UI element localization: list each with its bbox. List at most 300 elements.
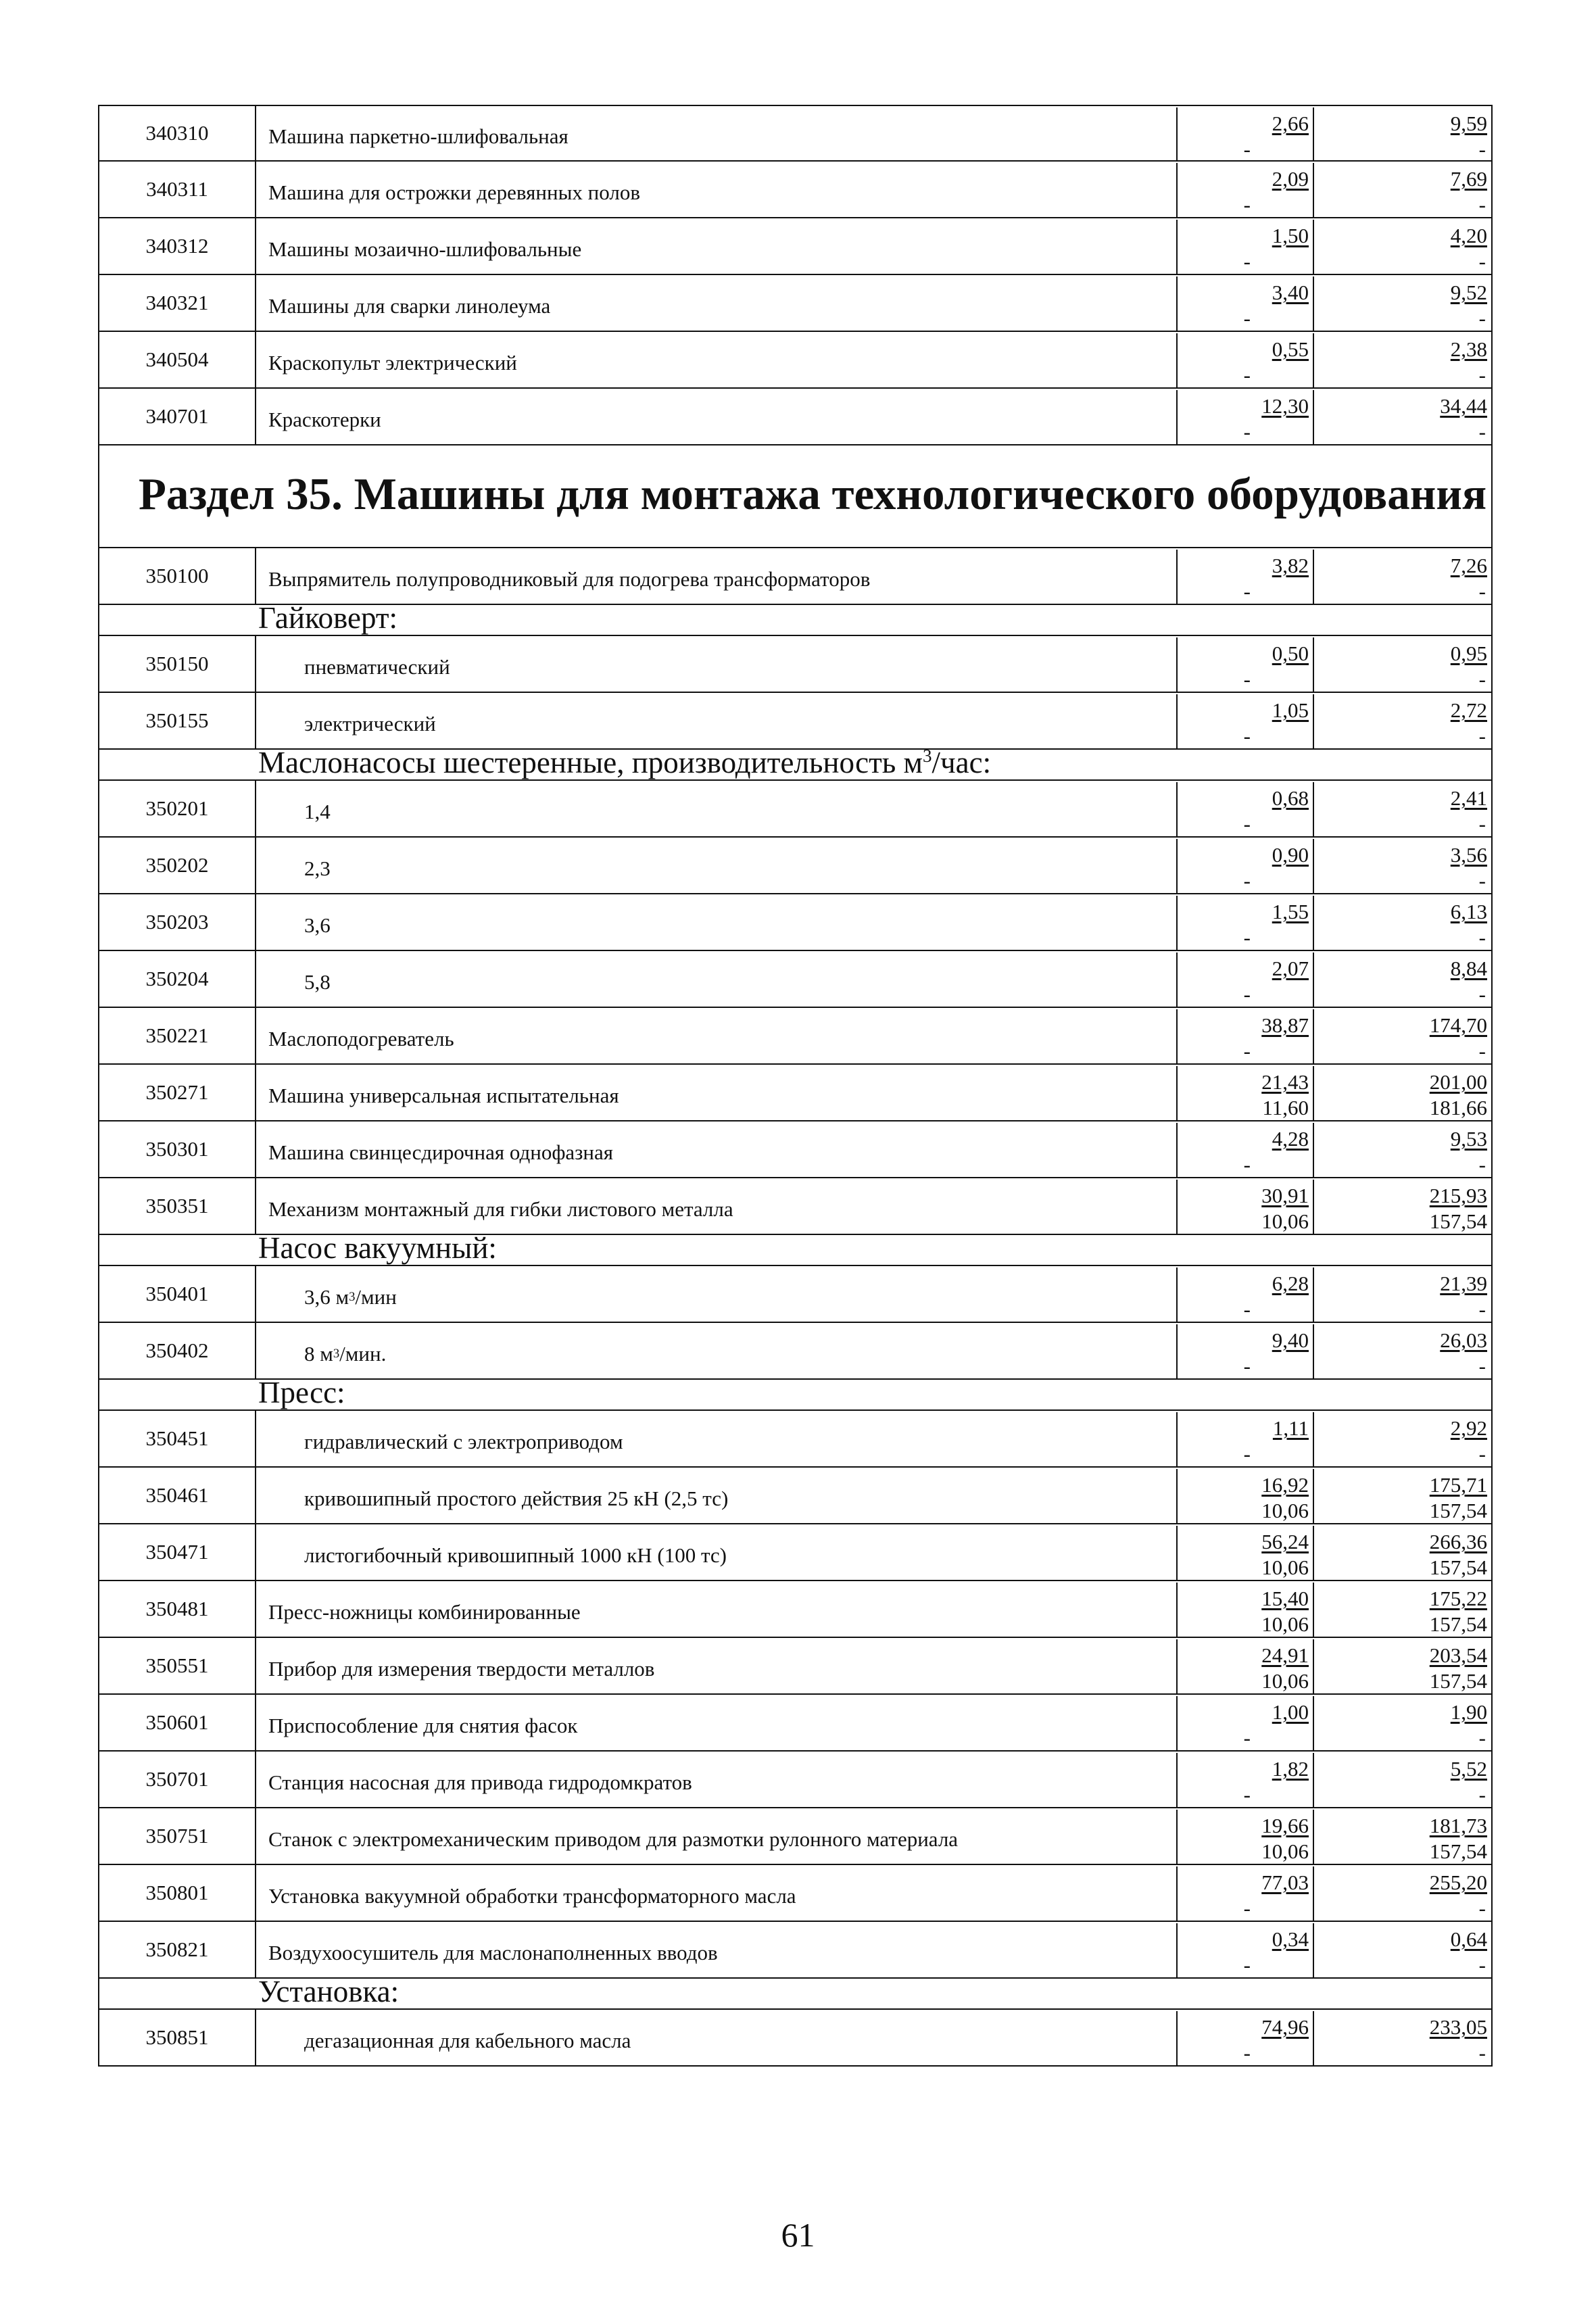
item-code: 350471 (99, 1524, 256, 1580)
value-top: 3,82 (1272, 554, 1309, 577)
value-top: 1,11 (1272, 1416, 1309, 1440)
item-name (304, 1411, 1174, 1466)
value-col-2 (1315, 1583, 1491, 1637)
value-col-1 (1176, 1324, 1314, 1378)
value-bottom: - (1243, 1354, 1251, 1378)
value-col-2 (1315, 163, 1491, 217)
value-top: 0,95 (1450, 642, 1487, 665)
table-row (98, 2010, 1493, 2067)
value-col-1 (1176, 107, 1314, 160)
value-top: 9,52 (1450, 281, 1487, 304)
table-row (98, 162, 1493, 218)
item-code: 350801 (99, 1865, 256, 1921)
item-name (304, 838, 1174, 893)
group-title (258, 1377, 345, 1408)
group-title (258, 747, 991, 778)
value-col-2 (1315, 1123, 1491, 1177)
item-code: 350402 (99, 1323, 256, 1378)
text: 3,6 (304, 913, 331, 937)
value-top: 8,84 (1450, 957, 1487, 980)
value-bottom: 157,54 (1429, 1839, 1487, 1863)
item-code: 350301 (99, 1121, 256, 1177)
value-col-2 (1315, 952, 1491, 1007)
price-table (98, 105, 1493, 2067)
text: Машины мозаично-шлифовальные (268, 237, 582, 261)
value-col-1 (1176, 1639, 1314, 1693)
value-col-1 (1176, 952, 1314, 1007)
item-name (304, 2010, 1174, 2065)
value-bottom: 157,54 (1429, 1555, 1487, 1579)
value-bottom: - (1478, 1896, 1486, 1920)
value-col-1 (1176, 1810, 1314, 1864)
table-row (98, 894, 1493, 951)
value-col-1 (1176, 1268, 1314, 1322)
text: гидравлический с электроприводом (304, 1430, 623, 1453)
value-top: 266,36 (1429, 1530, 1487, 1553)
suffix: /час: (932, 746, 992, 779)
text: Выпрямитель полупроводниковый для подогрева трансформаторов (268, 567, 871, 591)
table-row (98, 1323, 1493, 1380)
item-code: 350751 (99, 1808, 256, 1864)
value-bottom: 181,66 (1429, 1096, 1487, 1119)
item-code: 340504 (99, 332, 256, 387)
text: Краскопульт электрический (268, 351, 517, 375)
value-col-1 (1176, 2011, 1314, 2065)
value-col-2 (1315, 1412, 1491, 1466)
item-name (268, 1752, 1174, 1807)
item-code: 350351 (99, 1178, 256, 1234)
value-top: 0,64 (1450, 1927, 1487, 1951)
text: 1,4 (304, 800, 331, 823)
table-row (98, 1808, 1493, 1865)
value-top: 15,40 (1261, 1587, 1309, 1610)
item-code: 350601 (99, 1695, 256, 1750)
text: 2,3 (304, 857, 331, 880)
value-col-1 (1176, 1009, 1314, 1063)
value-col-2 (1315, 896, 1491, 950)
value-top: 24,91 (1261, 1643, 1309, 1667)
table-row (98, 1266, 1493, 1323)
value-top: 1,82 (1272, 1757, 1309, 1781)
value-col-1 (1176, 390, 1314, 444)
table-row (98, 1008, 1493, 1065)
item-name (268, 1808, 1174, 1864)
item-code: 350150 (99, 636, 256, 692)
item-code: 350202 (99, 838, 256, 893)
section-header-row (98, 445, 1493, 548)
value-bottom: - (1243, 1039, 1251, 1063)
value-top: 74,96 (1261, 2015, 1309, 2039)
value-top: 38,87 (1261, 1013, 1309, 1037)
item-code: 350271 (99, 1065, 256, 1120)
item-name (268, 389, 1174, 444)
value-bottom: - (1478, 306, 1486, 330)
text: Установка: (258, 1975, 400, 2008)
text: 3,6 м (304, 1285, 349, 1309)
item-code: 340311 (99, 162, 256, 217)
section-title: Раздел 35. Машины для монтажа технологического оборудования (139, 469, 1487, 519)
value-col-2 (1315, 1639, 1491, 1693)
item-code: 350481 (99, 1581, 256, 1637)
value-bottom: - (1478, 982, 1486, 1006)
item-name (268, 1695, 1174, 1750)
value-top: 255,20 (1429, 1871, 1487, 1894)
group-header-row (98, 1231, 1493, 1266)
text: Приспособление для снятия фасок (268, 1714, 578, 1737)
value-bottom: - (1243, 869, 1251, 892)
value-top: 1,90 (1450, 1700, 1487, 1724)
superscript: 3 (923, 746, 932, 766)
value-bottom: 157,54 (1429, 1209, 1487, 1233)
table-row (98, 1581, 1493, 1638)
item-code: 350100 (99, 548, 256, 604)
value-bottom: - (1478, 579, 1486, 603)
value-bottom: - (1478, 667, 1486, 691)
item-name (304, 894, 1174, 950)
text: Пресс-ножницы комбинированные (268, 1600, 581, 1624)
value-top: 3,40 (1272, 281, 1309, 304)
table-row (98, 693, 1493, 750)
value-top: 4,20 (1450, 224, 1487, 247)
value-top: 181,73 (1429, 1814, 1487, 1837)
item-name (268, 1865, 1174, 1921)
item-name (268, 218, 1174, 274)
text: электрический (304, 712, 436, 735)
value-bottom: - (1243, 249, 1251, 273)
text: пневматический (304, 655, 450, 679)
value-bottom: - (1243, 1442, 1251, 1466)
item-code: 350461 (99, 1468, 256, 1523)
item-name (268, 1638, 1174, 1693)
item-code: 340310 (99, 106, 256, 160)
text: Машины для сварки линолеума (268, 294, 551, 318)
value-top: 0,68 (1272, 786, 1309, 810)
value-top: 12,30 (1261, 394, 1309, 418)
value-top: 6,28 (1272, 1272, 1309, 1295)
value-bottom: - (1478, 1153, 1486, 1176)
value-top: 175,22 (1429, 1587, 1487, 1610)
suffix: /мин. (339, 1342, 387, 1366)
table-row (98, 838, 1493, 894)
value-top: 34,44 (1440, 394, 1487, 418)
value-bottom: - (1243, 1896, 1251, 1920)
item-name (268, 1922, 1174, 1977)
item-name (268, 1065, 1174, 1120)
value-top: 5,52 (1450, 1757, 1487, 1781)
value-top: 2,38 (1450, 337, 1487, 361)
value-col-1 (1176, 1583, 1314, 1637)
value-bottom: - (1243, 724, 1251, 748)
value-top: 16,92 (1261, 1473, 1309, 1497)
value-bottom: - (1243, 1783, 1251, 1806)
value-top: 2,66 (1272, 112, 1309, 135)
value-top: 0,90 (1272, 843, 1309, 867)
text: Машина паркетно-шлифовальная (268, 124, 569, 148)
item-name (304, 781, 1174, 836)
table-row (98, 1922, 1493, 1979)
text: Прибор для измерения твердости металлов (268, 1657, 655, 1681)
value-col-2 (1315, 107, 1491, 160)
table-row (98, 636, 1493, 693)
group-header-row (98, 1975, 1493, 2010)
value-bottom: - (1478, 2041, 1486, 2065)
item-code: 340701 (99, 389, 256, 444)
value-col-2 (1315, 1469, 1491, 1523)
value-top: 9,53 (1450, 1127, 1487, 1151)
table-row (98, 389, 1493, 445)
value-bottom: - (1478, 193, 1486, 216)
value-col-2 (1315, 782, 1491, 836)
value-top: 26,03 (1440, 1328, 1487, 1352)
item-code: 340312 (99, 218, 256, 274)
value-top: 21,43 (1261, 1070, 1309, 1094)
text: кривошипный простого действия 25 кН (2,5 тс) (304, 1487, 729, 1510)
value-bottom: - (1478, 1442, 1486, 1466)
table-row (98, 275, 1493, 332)
value-top: 203,54 (1429, 1643, 1487, 1667)
item-name (304, 693, 1174, 748)
value-top: 0,55 (1272, 337, 1309, 361)
value-bottom: - (1478, 724, 1486, 748)
value-bottom: - (1243, 1153, 1251, 1176)
page-number: 61 (781, 2216, 815, 2254)
text: Установка вакуумной обработки трансформаторного масла (268, 1884, 796, 1908)
value-col-1 (1176, 220, 1314, 274)
table-row (98, 1695, 1493, 1752)
item-code: 350201 (99, 781, 256, 836)
value-col-1 (1176, 1696, 1314, 1750)
table-row (98, 951, 1493, 1008)
value-bottom: - (1243, 925, 1251, 949)
value-top: 201,00 (1429, 1070, 1487, 1094)
group-header-row (98, 601, 1493, 636)
item-code: 350551 (99, 1638, 256, 1693)
table-row (98, 548, 1493, 605)
value-top: 9,40 (1272, 1328, 1309, 1352)
table-row (98, 1065, 1493, 1121)
item-code: 350204 (99, 951, 256, 1007)
item-name (268, 106, 1174, 160)
item-name: 8 м 3 /мин. (304, 1342, 387, 1366)
item-code: 350451 (99, 1411, 256, 1466)
text: Механизм монтажный для гибки листового металла (268, 1197, 733, 1221)
text: Машина для острожки деревянных полов (268, 180, 640, 204)
text: листогибочный кривошипный 1000 кН (100 тс) (304, 1543, 727, 1567)
value-bottom: - (1478, 137, 1486, 161)
value-bottom: - (1243, 193, 1251, 216)
table-row (98, 781, 1493, 838)
suffix: /мин (355, 1285, 397, 1309)
item-code: 350851 (99, 2010, 256, 2065)
value-bottom: - (1243, 420, 1251, 443)
group-header-row (98, 746, 1493, 781)
value-col-1 (1176, 1066, 1314, 1120)
table-row (98, 1865, 1493, 1922)
value-bottom: - (1478, 420, 1486, 443)
value-bottom: 10,06 (1261, 1669, 1309, 1693)
item-code: 350221 (99, 1008, 256, 1063)
text: Станция насосная для привода гидродомкратов (268, 1770, 692, 1794)
item-code: 340321 (99, 275, 256, 331)
value-col-1 (1176, 1526, 1314, 1580)
group-title (258, 1976, 399, 2007)
item-name (268, 162, 1174, 217)
value-top: 0,50 (1272, 642, 1309, 665)
value-top: 77,03 (1261, 1871, 1309, 1894)
value-col-1 (1176, 550, 1314, 604)
text: Маслонасосы шестеренные, производительность м (258, 746, 923, 779)
value-col-2 (1315, 1324, 1491, 1378)
value-bottom: - (1478, 1354, 1486, 1378)
value-top: 19,66 (1261, 1814, 1309, 1837)
item-code: 350155 (99, 693, 256, 748)
value-col-2 (1315, 1009, 1491, 1063)
value-col-1 (1176, 694, 1314, 748)
value-bottom: 157,54 (1429, 1612, 1487, 1636)
value-bottom: - (1243, 1297, 1251, 1321)
value-col-1 (1176, 276, 1314, 331)
text: Насос вакуумный: (258, 1231, 497, 1265)
value-col-1 (1176, 896, 1314, 950)
value-bottom: 10,06 (1261, 1839, 1309, 1863)
value-bottom: - (1243, 363, 1251, 387)
text: 8 м (304, 1342, 333, 1366)
value-col-1 (1176, 163, 1314, 217)
value-top: 0,34 (1272, 1927, 1309, 1951)
value-bottom: - (1243, 579, 1251, 603)
value-col-2 (1315, 220, 1491, 274)
table-row (98, 1752, 1493, 1808)
table-row (98, 1411, 1493, 1468)
group-title (258, 1232, 497, 1263)
value-top: 1,00 (1272, 1700, 1309, 1724)
value-bottom: 10,06 (1261, 1555, 1309, 1579)
value-top: 2,92 (1450, 1416, 1487, 1440)
value-col-1 (1176, 1412, 1314, 1466)
item-name (304, 951, 1174, 1007)
value-col-2 (1315, 637, 1491, 692)
value-col-1 (1176, 1866, 1314, 1921)
group-title (258, 602, 397, 633)
item-name (304, 636, 1174, 692)
value-bottom: - (1243, 812, 1251, 836)
value-top: 233,05 (1429, 2015, 1487, 2039)
value-bottom: - (1478, 925, 1486, 949)
text: Воздухоосушитель для маслонаполненных вводов (268, 1941, 718, 1964)
value-bottom: - (1243, 137, 1251, 161)
value-col-1 (1176, 637, 1314, 692)
value-top: 6,13 (1450, 900, 1487, 923)
table-row (98, 1524, 1493, 1581)
value-col-2 (1315, 1066, 1491, 1120)
value-col-2 (1315, 1268, 1491, 1322)
table-row (98, 1468, 1493, 1524)
value-col-2 (1315, 276, 1491, 331)
item-name (304, 1468, 1174, 1523)
value-top: 1,55 (1272, 900, 1309, 923)
value-top: 215,93 (1429, 1184, 1487, 1207)
value-top: 7,26 (1450, 554, 1487, 577)
value-top: 3,56 (1450, 843, 1487, 867)
value-col-1 (1176, 782, 1314, 836)
text: Краскотерки (268, 408, 381, 431)
value-bottom: - (1478, 249, 1486, 273)
value-col-2 (1315, 2011, 1491, 2065)
value-top: 1,50 (1272, 224, 1309, 247)
value-top: 4,28 (1272, 1127, 1309, 1151)
value-top: 7,69 (1450, 167, 1487, 191)
value-col-1 (1176, 1923, 1314, 1977)
value-col-2 (1315, 1810, 1491, 1864)
value-col-2 (1315, 694, 1491, 748)
value-bottom: - (1478, 1783, 1486, 1806)
value-top: 56,24 (1261, 1530, 1309, 1553)
value-col-1 (1176, 1469, 1314, 1523)
value-bottom: 10,06 (1261, 1499, 1309, 1522)
item-name (268, 1121, 1174, 1177)
value-bottom: - (1243, 1726, 1251, 1750)
value-top: 174,70 (1429, 1013, 1487, 1037)
value-top: 30,91 (1261, 1184, 1309, 1207)
text: Маслоподогреватель (268, 1027, 454, 1051)
item-name (268, 1581, 1174, 1637)
value-col-1 (1176, 1123, 1314, 1177)
value-top: 9,59 (1450, 112, 1487, 135)
text: Машина свинцесдирочная однофазная (268, 1140, 614, 1164)
value-col-2 (1315, 550, 1491, 604)
value-top: 2,72 (1450, 698, 1487, 722)
value-col-2 (1315, 1696, 1491, 1750)
item-code: 350203 (99, 894, 256, 950)
text: Гайковерт: (258, 601, 398, 635)
item-name: 3,6 м 3 /мин (304, 1285, 397, 1309)
value-bottom: - (1478, 869, 1486, 892)
text: дегазационная для кабельного масла (304, 2029, 631, 2052)
value-bottom: - (1478, 1039, 1486, 1063)
item-name (268, 275, 1174, 331)
value-bottom: - (1243, 1953, 1251, 1977)
item-code: 350821 (99, 1922, 256, 1977)
value-bottom: - (1243, 667, 1251, 691)
value-col-2 (1315, 1180, 1491, 1234)
item-code: 350401 (99, 1266, 256, 1322)
item-name (268, 1008, 1174, 1063)
value-bottom: - (1478, 812, 1486, 836)
table-row (98, 105, 1493, 162)
group-header-row (98, 1376, 1493, 1411)
item-name (268, 332, 1174, 387)
value-top: 1,05 (1272, 698, 1309, 722)
value-col-1 (1176, 1753, 1314, 1807)
value-bottom: - (1243, 982, 1251, 1006)
table-row (98, 1121, 1493, 1178)
item-name (268, 1178, 1174, 1234)
value-bottom: - (1243, 306, 1251, 330)
value-col-2 (1315, 1866, 1491, 1921)
value-bottom: 157,54 (1429, 1499, 1487, 1522)
item-name (304, 1524, 1174, 1580)
text: Станок с электромеханическим приводом для размотки рулонного материала (268, 1827, 959, 1851)
value-top: 2,07 (1272, 957, 1309, 980)
value-bottom: - (1478, 1953, 1486, 1977)
value-top: 21,39 (1440, 1272, 1487, 1295)
value-col-1 (1176, 839, 1314, 893)
value-bottom: - (1478, 1726, 1486, 1750)
value-bottom: 10,06 (1261, 1612, 1309, 1636)
table-row (98, 1178, 1493, 1235)
value-top: 2,09 (1272, 167, 1309, 191)
value-col-2 (1315, 839, 1491, 893)
